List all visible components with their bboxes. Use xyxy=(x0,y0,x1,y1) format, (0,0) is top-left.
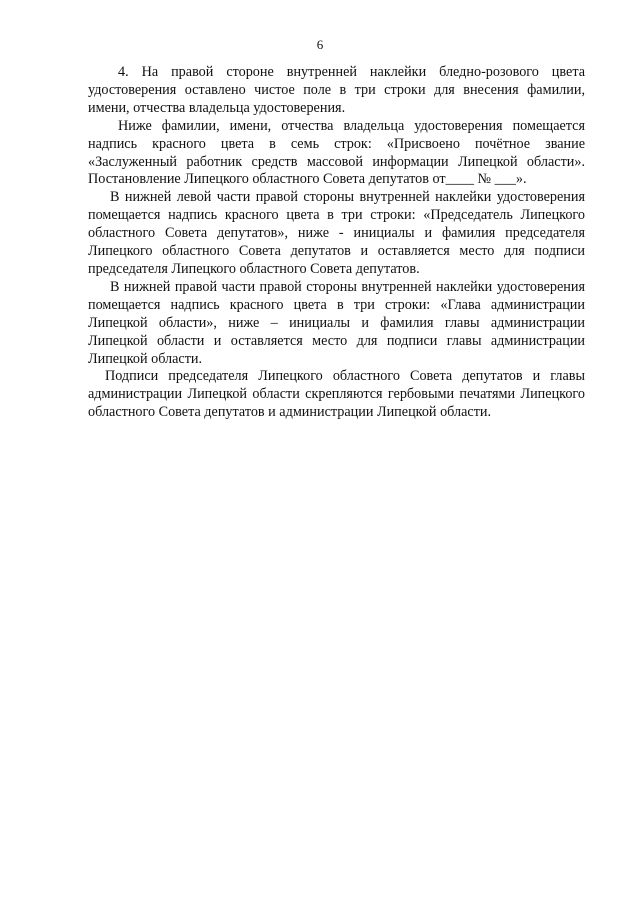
paragraph-item-4: 4. На правой стороне внутренней наклейки бледно-розового цвета удостоверения оставлено чистое поле в три строки для внесения фамилии, имени, отчества владельца удостоверения. xyxy=(88,64,585,116)
page-number: 6 xyxy=(316,37,324,52)
paragraph-left-inscription: В нижней левой части правой стороны внутренней наклейки удостоверения помещается надпись красного цвета в три строки: «Председатель Липецкого областного Совета депутатов», ниже - инициалы и фамилия председателя Липецкого областного Совета депутатов и оставляется место для подписи председателя Липецкого областного Совета депутатов. xyxy=(88,189,585,277)
paragraph-red-inscription-seven-lines: Ниже фамилии, имени, отчества владельца удостоверения помещается надпись красного цвета в семь строк: «Присвоено почётное звание «Заслуженный работник средств массовой информации Липецкой области». Постановление Липецкого областного Совета депутатов от____ № ___». xyxy=(88,117,585,188)
paragraph-right-inscription: В нижней правой части правой стороны внутренней наклейки удостоверения помещается надпись красного цвета в три строки: «Глава администрации Липецкой области», ниже – инициалы и фамилия главы администрации Липецкой области и оставляется место для подписи главы администрации Липецкой области. xyxy=(88,278,585,367)
document-body xyxy=(88,64,585,422)
paragraph-signatures-seals: Подписи председателя Липецкого областного Совета депутатов и главы администрации Липецкой области скрепляются гербовыми печатями Липецкого областного Совета депутатов и администрации Липецкой области. xyxy=(88,368,585,421)
